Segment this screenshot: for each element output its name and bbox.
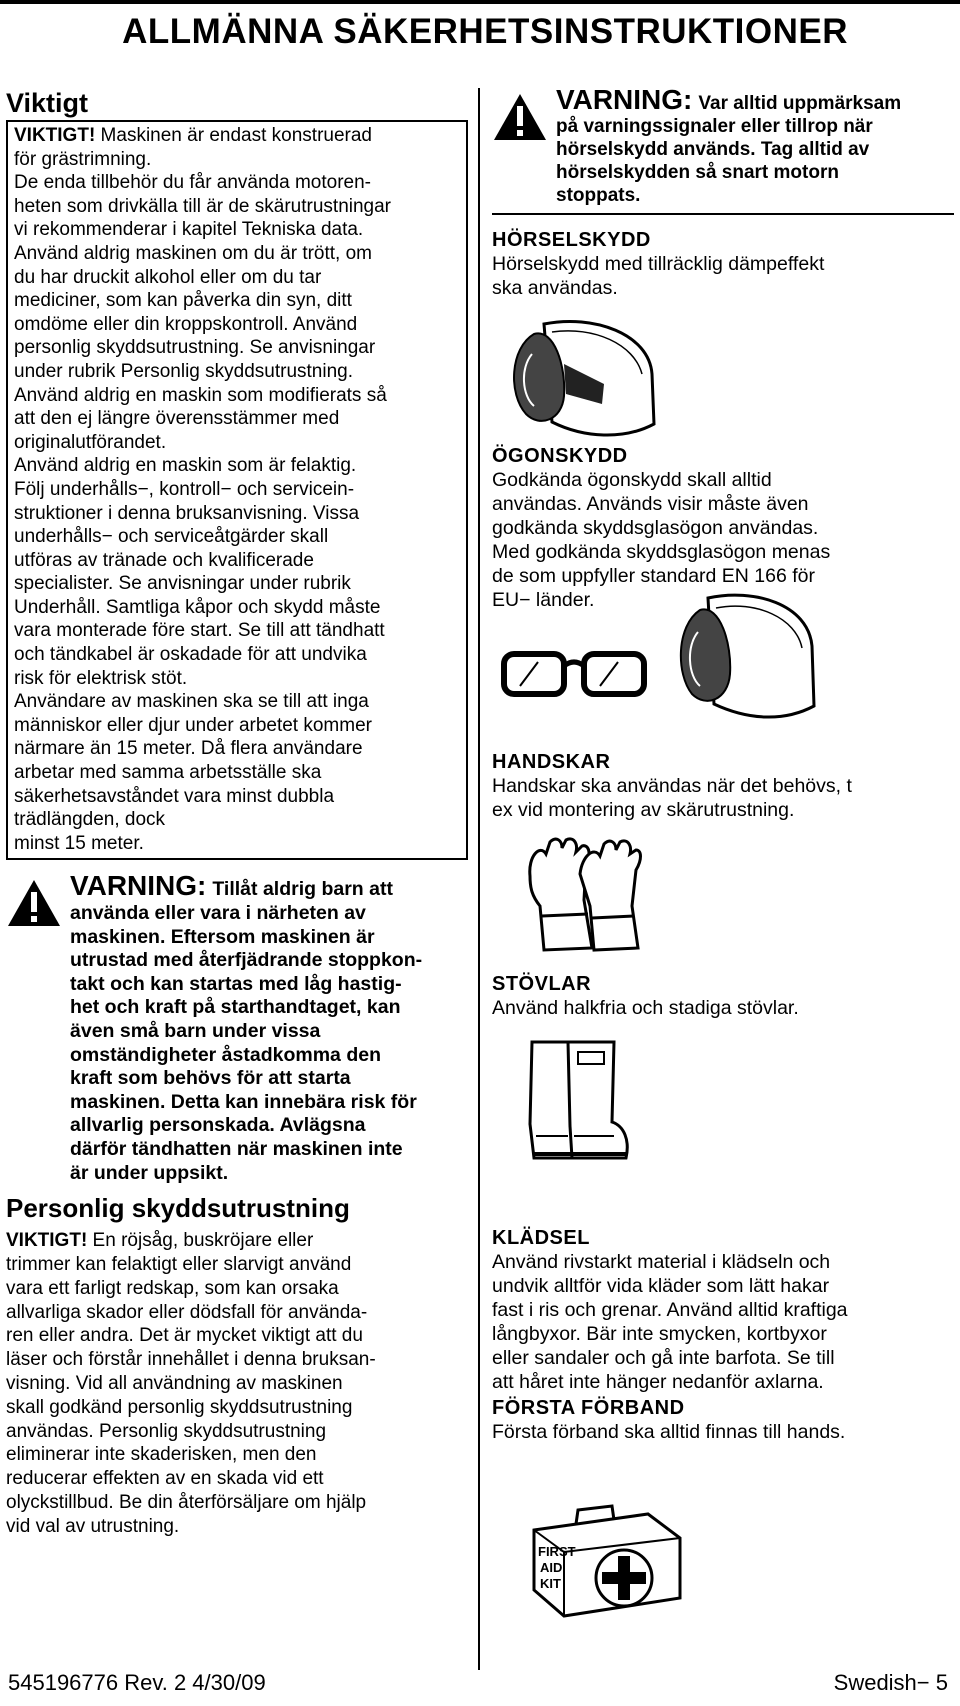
children-warning-text: VARNING: Tillåt aldrig barn att använda eller vara i närheten av maskinen. Eftersom maskinen är bbox=[70, 874, 468, 949]
gloves-illustration bbox=[522, 836, 642, 956]
gear-line: långbyxor. Bär inte smycken, kortbyxor bbox=[492, 1323, 827, 1345]
warning-line: maskinen. Eftersom maskinen är bbox=[70, 925, 375, 948]
important-line: vi rekommenderar i kapitel Tekniska data. bbox=[14, 219, 364, 241]
right-column bbox=[492, 84, 954, 1668]
gear-line: eller sandaler och gå inte barfota. Se till bbox=[492, 1347, 835, 1369]
warning-line: takt och kan startas med låg hastig- bbox=[70, 972, 402, 995]
ppe-line: användas. Personlig skyddsutrustning bbox=[6, 1420, 327, 1442]
hearing-heading: HÖRSELSKYDD bbox=[492, 229, 651, 251]
children-warning-body bbox=[6, 949, 468, 1185]
important-line: omdöme eller din kroppskontroll. Använd bbox=[14, 313, 358, 335]
warning-line: är under uppsikt. bbox=[70, 1161, 229, 1184]
important-line: mediciner, som kan påverka din syn, ditt bbox=[14, 290, 352, 312]
first-aid-heading: FÖRSTA FÖRBAND bbox=[492, 1397, 685, 1419]
important-line: struktioner i denna bruksanvisning. Vissa bbox=[14, 502, 360, 524]
gear-line: Med godkända skyddsglasögon menas bbox=[492, 541, 831, 563]
ppe-lead: VIKTIGT! bbox=[6, 1230, 88, 1252]
children-warning bbox=[6, 870, 468, 1185]
warning-triangle-icon bbox=[6, 878, 62, 928]
important-line: personlig skyddsutrustning. Se anvisningar bbox=[14, 337, 376, 359]
warning-triangle-icon bbox=[492, 92, 548, 142]
important-line: Använd aldrig en maskin som är felaktig. bbox=[14, 455, 357, 477]
important-line-0: VIKTIGT! Maskinen är endast konstruerad bbox=[14, 125, 372, 146]
ppe-line: skall godkänd personlig skyddsutrustning bbox=[6, 1396, 353, 1418]
gear-line: de som uppfyller standard EN 166 för bbox=[492, 565, 816, 587]
important-line: risk för elektrisk stöt. bbox=[14, 667, 188, 689]
warning-line: hörselskydden så snart motorn bbox=[556, 162, 839, 183]
gear-line: Första förband ska alltid finnas till hands. bbox=[492, 1421, 846, 1443]
gear-line: EU− länder. bbox=[492, 589, 595, 611]
ppe-body bbox=[6, 1229, 468, 1538]
boots-section bbox=[492, 972, 954, 1020]
important-line: minst 15 meter. bbox=[14, 832, 144, 854]
boots-illustration bbox=[522, 1036, 632, 1166]
warning-line: het och kraft på starthandtaget, kan bbox=[70, 996, 401, 1019]
kit-label-line: FIRST bbox=[538, 1544, 576, 1559]
important-line: utföras av tränade och kvalificerade bbox=[14, 549, 314, 571]
gear-line: ex vid montering av skärutrustning. bbox=[492, 799, 795, 821]
gloves-heading: HANDSKAR bbox=[492, 751, 611, 773]
document-number: 545196776 Rev. 2 4/30/09 bbox=[8, 1670, 266, 1695]
important-line: arbetar med samma arbetsställe ska bbox=[14, 762, 322, 784]
warning-line: kraft som behövs för att starta bbox=[70, 1067, 351, 1090]
gear-line: ska användas. bbox=[492, 277, 618, 299]
ear-protector-visor-illustration bbox=[504, 314, 664, 444]
important-line: underhålls− och serviceåtgärder skall bbox=[14, 526, 329, 548]
gear-line: fast i ris och grenar. Använd alltid kraftiga bbox=[492, 1299, 848, 1321]
important-line: och tändkabel är oskadade för att undvika bbox=[14, 644, 367, 666]
warning-line: även små barn under vissa bbox=[70, 1019, 321, 1042]
gear-line: Handskar ska användas när det behövs, t bbox=[492, 775, 852, 797]
ppe-line: trimmer kan felaktigt eller slarvigt använd bbox=[6, 1253, 352, 1275]
important-line: heten som drivkälla till är de skärutrustningar bbox=[14, 195, 392, 217]
kit-label-line: AID bbox=[540, 1560, 563, 1575]
page-number: Swedish− 5 bbox=[833, 1670, 948, 1695]
important-line: människor eller djur under arbetet kommer bbox=[14, 714, 372, 736]
kit-label-line: KIT bbox=[540, 1576, 561, 1591]
important-line: Använd aldrig en maskin som modifierats så bbox=[14, 384, 387, 406]
ppe-line: visning. Vid all användning av maskinen bbox=[6, 1372, 343, 1394]
column-divider bbox=[478, 88, 480, 1670]
gear-line: Använd halkfria och stadiga stövlar. bbox=[492, 997, 799, 1019]
important-line: specialister. Se anvisningar under rubrik bbox=[14, 573, 351, 595]
important-line: De enda tillbehör du får använda motoren- bbox=[14, 172, 372, 194]
important-line: under rubrik Personlig skyddsutrustning. bbox=[14, 360, 354, 382]
ppe-line: ren eller andra. Det är mycket viktigt att du bbox=[6, 1325, 363, 1347]
important-heading: Viktigt bbox=[6, 88, 89, 118]
gloves-section bbox=[492, 750, 954, 822]
warning-label: VARNING: bbox=[556, 84, 693, 115]
important-line: Användare av maskinen ska se till att inga bbox=[14, 691, 369, 713]
hearing-section bbox=[492, 228, 954, 300]
important-line: trädlängden, dock bbox=[14, 809, 166, 831]
visor-ear-protector-illustration bbox=[672, 586, 822, 726]
gear-line: Hörselskydd med tillräcklig dämpeffekt bbox=[492, 253, 825, 275]
warning-line: på varningssignaler eller tillrop när bbox=[556, 116, 873, 137]
important-line: du har druckit alkohol eller om du tar bbox=[14, 266, 322, 288]
important-box bbox=[6, 120, 468, 860]
page-title: ALLMÄNNA SÄKERHETSINSTRUKTIONER bbox=[122, 12, 848, 51]
ppe-line: vara ett farligt redskap, som kan orsaka bbox=[6, 1277, 339, 1299]
header-rule bbox=[0, 0, 960, 4]
important-line: Följ underhålls−, kontroll− och servicein- bbox=[14, 478, 355, 500]
important-line: Underhåll. Samtliga kåpor och skydd måste bbox=[14, 596, 381, 618]
hearing-warning-text: VARNING: Var alltid uppmärksam på varningssignaler eller tillrop när hörselskydd används. Tag alltid av hörselskydden så snart motorn stoppats. bbox=[556, 88, 954, 207]
important-lead: VIKTIGT! bbox=[14, 125, 96, 146]
warning-line: använda eller vara i närheten av bbox=[70, 902, 366, 924]
clothing-heading: KLÄDSEL bbox=[492, 1227, 590, 1249]
page-header bbox=[0, 0, 960, 62]
ppe-line: läser och förstår innehållet i denna bruksan- bbox=[6, 1349, 376, 1371]
warning-label: VARNING: bbox=[70, 870, 207, 902]
important-line: för grästrimning. bbox=[14, 148, 152, 170]
important-line: Använd aldrig maskinen om du är trött, om bbox=[14, 242, 373, 264]
important-line: att den ej längre överensstämmer med bbox=[14, 408, 340, 430]
warning-line: därför tändhatten när maskinen inte bbox=[70, 1137, 403, 1160]
ppe-line: eliminerar inte skaderisken, men den bbox=[6, 1444, 317, 1466]
important-line: originalutförandet. bbox=[14, 431, 167, 453]
warning-line: stoppats. bbox=[556, 185, 641, 206]
ppe-heading: Personlig skyddsutrustning bbox=[6, 1193, 350, 1224]
important-line: närmare än 15 meter. Då flera användare bbox=[14, 738, 363, 760]
safety-glasses-illustration bbox=[500, 644, 650, 700]
gear-line: Godkända ögonskydd skall alltid bbox=[492, 469, 772, 491]
warning-line: omständigheter åstadkomma den bbox=[70, 1043, 381, 1066]
warning-line: hörselskydd används. Tag alltid av bbox=[556, 139, 870, 160]
first-aid-kit-illustration bbox=[520, 1494, 690, 1624]
gear-line: godkända skyddsglasögon användas. bbox=[492, 517, 819, 539]
ppe-line: allvarliga skador eller dödsfall för använda- bbox=[6, 1301, 368, 1323]
clothing-section bbox=[492, 1226, 954, 1444]
hearing-warning bbox=[492, 84, 954, 215]
warning-line: utrustad med återfjädrande stoppkon- bbox=[70, 949, 423, 972]
left-column bbox=[6, 86, 468, 1538]
ppe-line: vid val av utrustning. bbox=[6, 1515, 180, 1537]
gear-line: Använd rivstarkt material i klädseln och bbox=[492, 1251, 831, 1273]
gear-line: användas. Används visir måste även bbox=[492, 493, 809, 515]
gear-line: att håret inte hänger nedanför axlarna. bbox=[492, 1371, 824, 1393]
ppe-line: olyckstillbud. Be din återförsäljare om hjälp bbox=[6, 1491, 367, 1513]
boots-heading: STÖVLAR bbox=[492, 973, 592, 995]
gear-line: undvik alltför vida kläder som lätt hakar bbox=[492, 1275, 830, 1297]
warning-line: maskinen. Detta kan innebära risk för bbox=[70, 1090, 417, 1113]
ppe-line-0: VIKTIGT! En röjsåg, buskröjare eller bbox=[6, 1230, 314, 1252]
warning-line: allvarlig personskada. Avlägsna bbox=[70, 1114, 366, 1137]
ppe-line: reducerar effekten av en skada vid ett bbox=[6, 1468, 324, 1490]
eye-heading: ÖGONSKYDD bbox=[492, 445, 628, 467]
important-line: säkerhetsavståndet vara minst dubbla bbox=[14, 785, 335, 807]
important-line: vara monterade före start. Se till att tändhatt bbox=[14, 620, 385, 642]
